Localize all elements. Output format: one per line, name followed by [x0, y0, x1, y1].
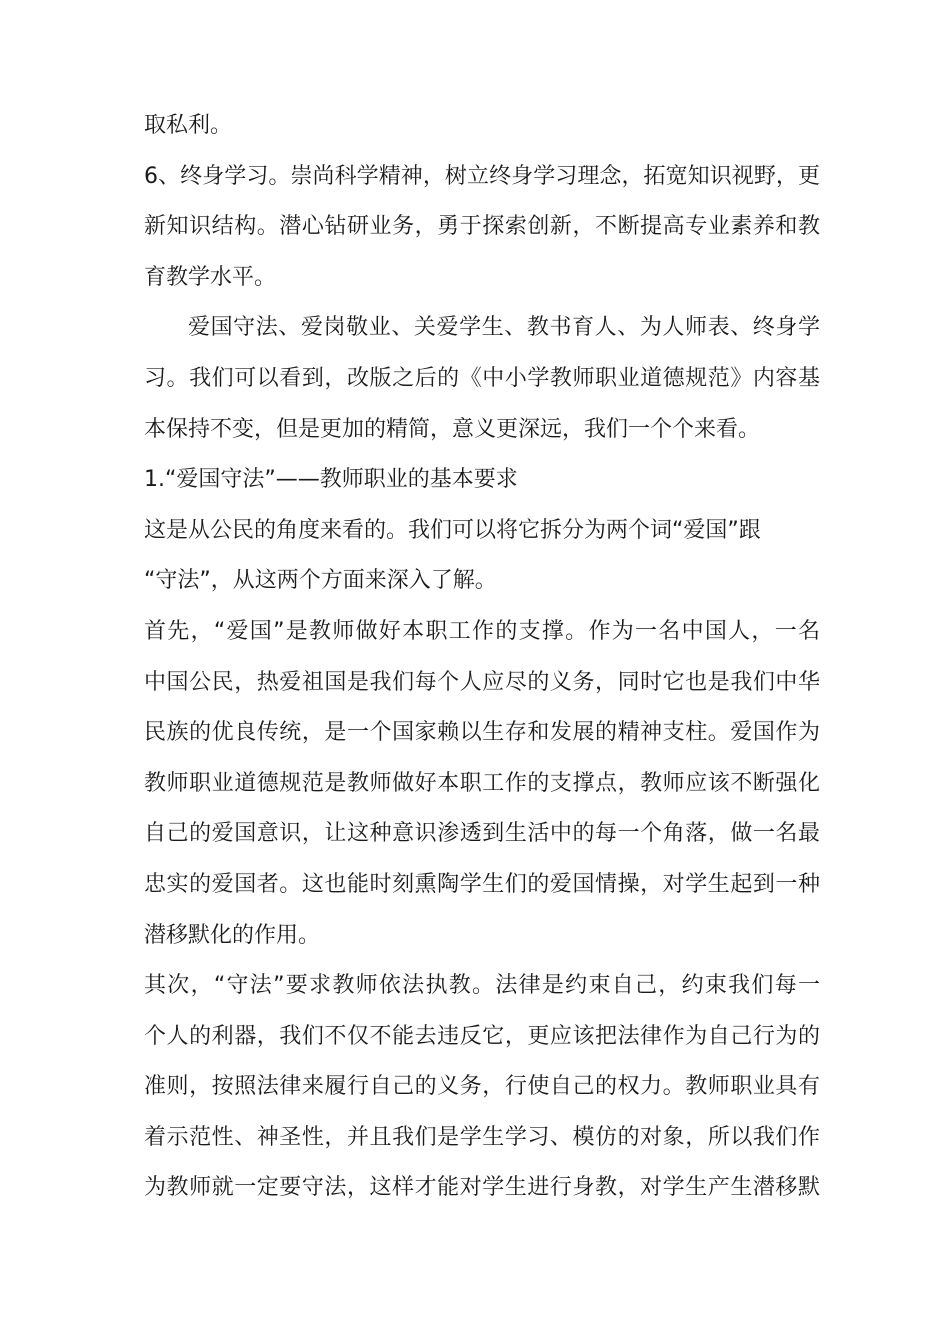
text-line: 其次，“守法”要求教师依法执教。法律是约束自己，约束我们每一 — [144, 973, 820, 999]
text-line: 本保持不变，但是更加的精简，意义更深远，我们一个个来看。 — [144, 416, 761, 442]
text-line: 忠实的爱国者。这也能时刻熏陶学生们的爱国情操，对学生起到一种 — [144, 871, 820, 897]
text-line: 育教学水平。 — [144, 264, 277, 290]
section-heading: 1.“爱国守法”——教师职业的基本要求 — [144, 467, 518, 493]
text-line: 中国公民，热爱祖国是我们每个人应尽的义务，同时它也是我们中华 — [144, 669, 820, 695]
text-line: 个人的利器，我们不仅不能去违反它，更应该把法律作为自己行为的 — [144, 1023, 820, 1049]
text-line: 6、终身学习。崇尚科学精神，树立终身学习理念，拓宽知识视野，更 — [144, 163, 820, 189]
text-line: 为教师就一定要守法，这样才能对学生进行身教，对学生产生潜移默 — [144, 1175, 820, 1201]
text-line: 潜移默化的作用。 — [144, 922, 321, 948]
text-line: 习。我们可以看到，改版之后的《中小学教师职业道德规范》内容基 — [144, 365, 820, 391]
document-body — [144, 101, 820, 1214]
text-line: 着示范性、神圣性，并且我们是学生学习、模仿的对象，所以我们作 — [144, 1124, 820, 1150]
text-line: 自己的爱国意识，让这种意识渗透到生活中的每一个角落，做一名最 — [144, 821, 820, 847]
text-line: 取私利。 — [144, 113, 233, 138]
text-line: 新知识结构。潜心钻研业务，勇于探索创新，不断提高专业素养和教 — [144, 214, 820, 240]
text-line: “守法”，从这两个方面来深入了解。 — [144, 568, 497, 594]
text-line: 首先，“爱国”是教师做好本职工作的支撑。作为一名中国人，一名 — [144, 618, 820, 644]
text-line: 准则，按照法律来履行自己的义务，行使自己的权力。教师职业具有 — [144, 1074, 820, 1100]
text-line: 教师职业道德规范是教师做好本职工作的支撑点，教师应该不断强化 — [144, 770, 820, 796]
text-line: 民族的优良传统，是一个国家赖以生存和发展的精神支柱。爱国作为 — [144, 720, 820, 746]
text-line: 爱国守法、爱岗敬业、关爱学生、教书育人、为人师表、终身学 — [188, 315, 820, 341]
text-line: 这是从公民的角度来看的。我们可以将它拆分为两个词“爱国”跟 — [144, 517, 761, 543]
